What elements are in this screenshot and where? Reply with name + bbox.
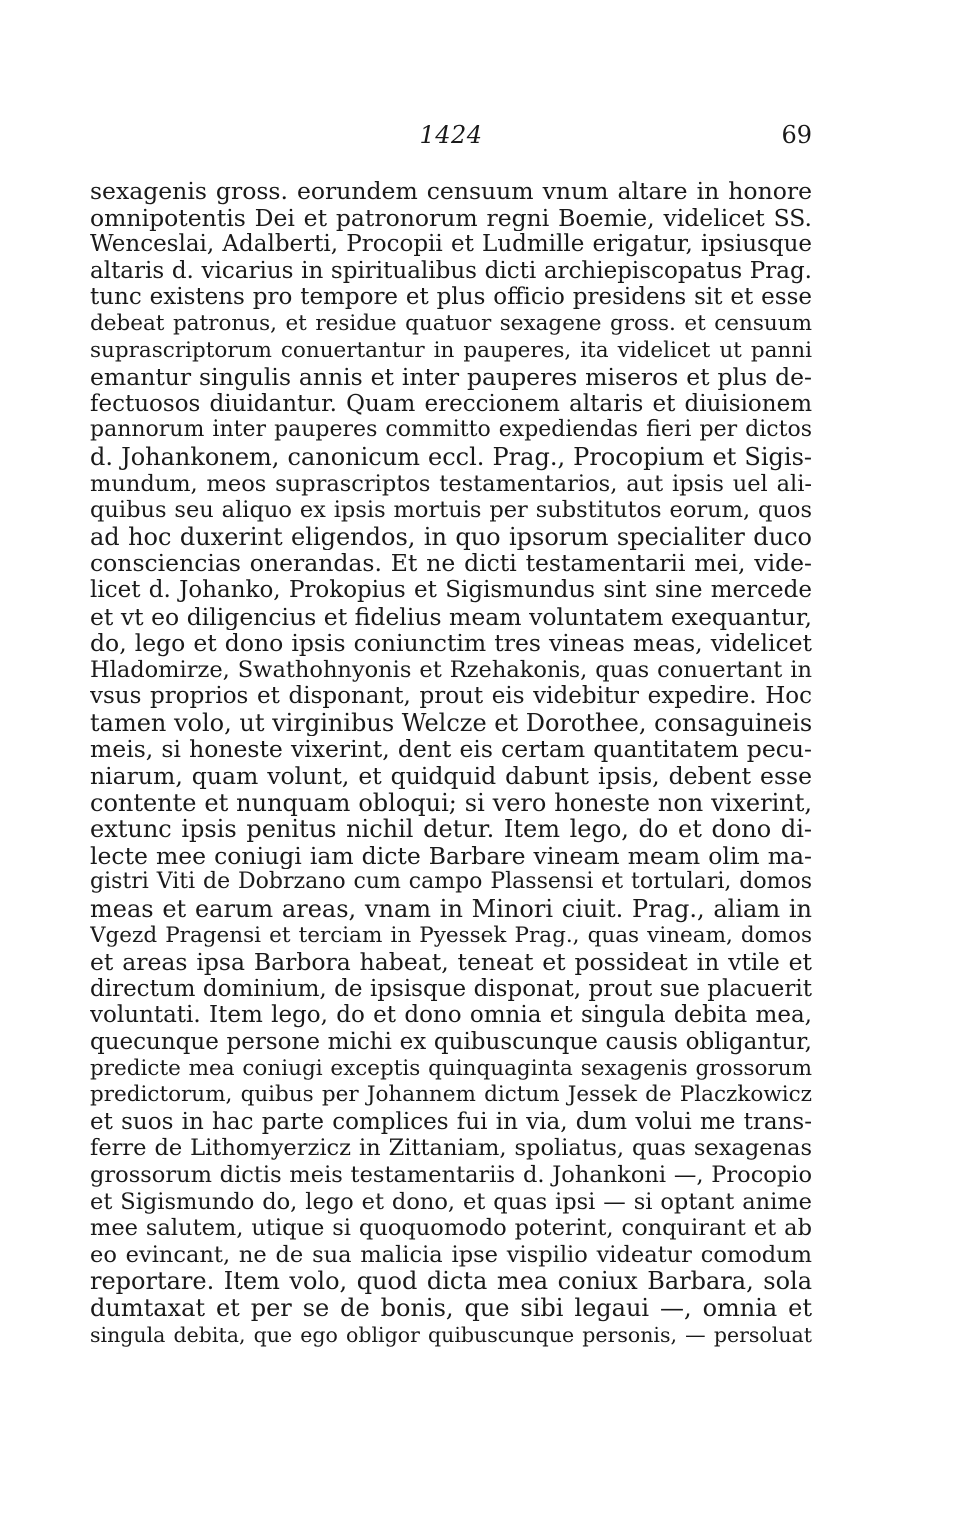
text-line: vsus proprios et disponant, prout eis videbitur expedire. Hoc	[90, 683, 812, 710]
text-line: dumtaxat et per se de bonis, que sibi legaui —, omnia et	[90, 1294, 812, 1322]
text-line: Wenceslai, Adalberti, Procopii et Ludmille erigatur, ipsiusque	[90, 231, 812, 258]
text-line: lecte mee coniugi iam dicte Barbare vineam meam olim ma-	[90, 842, 812, 870]
text-line: voluntati. Item lego, do et dono omnia et singula debita mea,	[90, 1002, 812, 1029]
text-line: omnipotentis Dei et patronorum regni Boemie, videlicet SS.	[90, 204, 812, 232]
text-line: meas et earum areas, vnam in Minori ciuit. Prag., aliam in	[90, 896, 812, 923]
text-line: debeat patronus, et residue quatuor sexagene gross. et censuum	[90, 310, 812, 336]
text-line: consciencias onerandas. Et ne dicti testamentarii mei, vide-	[90, 550, 812, 577]
text-line: predicte mea coniugi exceptis quinquaginta sexagenis grossorum	[90, 1055, 812, 1081]
text-line: do, lego et dono ipsis coniunctim tres vineas meas, videlicet	[90, 630, 812, 657]
text-line: niarum, quam volunt, et quidquid dabunt ipsis, debent esse	[90, 763, 812, 790]
text-line: quibus seu aliquo ex ipsis mortuis per substitutos eorum, quos	[90, 497, 812, 524]
text-line: gistri Viti de Dobrzano cum campo Plassensi et tortulari, domos	[90, 869, 812, 895]
text-line: d. Johankonem, canonicum eccl. Prag., Procopium et Sigis-	[90, 443, 812, 471]
text-line: extunc ipsis penitus nichil detur. Item lego, do et dono di-	[90, 816, 812, 843]
text-line: contente et nunquam obloqui; si vero honeste non vixerint,	[90, 789, 812, 817]
text-line: grossorum dictis meis testamentariis d. Johankoni —, Procopio	[90, 1161, 812, 1188]
text-line: reportare. Item volo, quod dicta mea coniux Barbara, sola	[90, 1268, 812, 1295]
text-line: singula debita, que ego obligor quibuscunque personis, — persoluat	[90, 1322, 812, 1347]
text-line: eo evincant, ne de sua malicia ipse vispilio videatur comodum	[90, 1241, 812, 1268]
text-line: quecunque persone michi ex quibuscunque causis obligantur,	[90, 1029, 812, 1055]
text-line: et areas ipsa Barbora habeat, teneat et possideat in vtile et	[90, 949, 812, 976]
text-line: emantur singulis annis et inter pauperes miseros et plus de-	[90, 364, 812, 391]
text-line: ad hoc duxerint eligendos, in quo ipsorum specialiter duco	[90, 523, 812, 551]
text-line: et vt eo diligencius et fidelius meam voluntatem exequantur,	[90, 603, 812, 631]
running-head-year: 1424	[419, 121, 483, 149]
text-line: Vgezd Pragensi et terciam in Pyessek Prag., quas vineam, domos	[90, 922, 812, 948]
text-line: predictorum, quibus per Johannem dictum Jessek de Placzkowicz	[90, 1082, 812, 1108]
text-line: licet d. Johanko, Prokopius et Sigismundus sint sine mercede	[90, 576, 812, 603]
text-line: ferre de Lithomyerzicz in Zittaniam, spoliatus, quas sexagenas	[90, 1135, 812, 1162]
text-line: tunc existens pro tempore et plus officio presidens sit et esse	[90, 284, 812, 311]
text-line: meis, si honeste vixerint, dent eis certam quantitatem pecu-	[90, 736, 812, 764]
page-header	[90, 118, 812, 152]
text-line: mundum, meos suprascriptos testamentarios, aut ipsis uel ali-	[90, 470, 812, 497]
text-line: suprascriptorum conuertantur in pauperes, ita videlicet ut panni	[90, 337, 812, 363]
page-number: 69	[781, 121, 812, 149]
text-line: altaris d. vicarius in spiritualibus dicti archiepiscopatus Prag.	[90, 257, 812, 284]
text-line: et suos in hac parte complices fui in via, dum volui me trans-	[90, 1108, 812, 1135]
text-line: directum dominium, de ipsisque disponat, prout sue placuerit	[90, 975, 812, 1002]
text-line: fectuosos diuidantur. Quam ereccionem altaris et diuisionem	[90, 390, 812, 417]
text-line: et Sigismundo do, lego et dono, et quas ipsi — si optant anime	[90, 1188, 812, 1215]
text-line: pannorum inter pauperes committo expediendas fieri per dictos	[90, 417, 812, 443]
text-line: sexagenis gross. eorundem censuum vnum altare in honore	[90, 178, 812, 205]
text-line: mee salutem, utique si quoquomodo poterint, conquirant et ab	[90, 1215, 812, 1242]
body-text	[90, 178, 812, 1348]
text-line: Hladomirze, Swathohnyonis et Rzehakonis, quas conuertant in	[90, 656, 812, 683]
text-line: tamen volo, ut virginibus Welcze et Dorothee, consaguineis	[90, 709, 812, 737]
